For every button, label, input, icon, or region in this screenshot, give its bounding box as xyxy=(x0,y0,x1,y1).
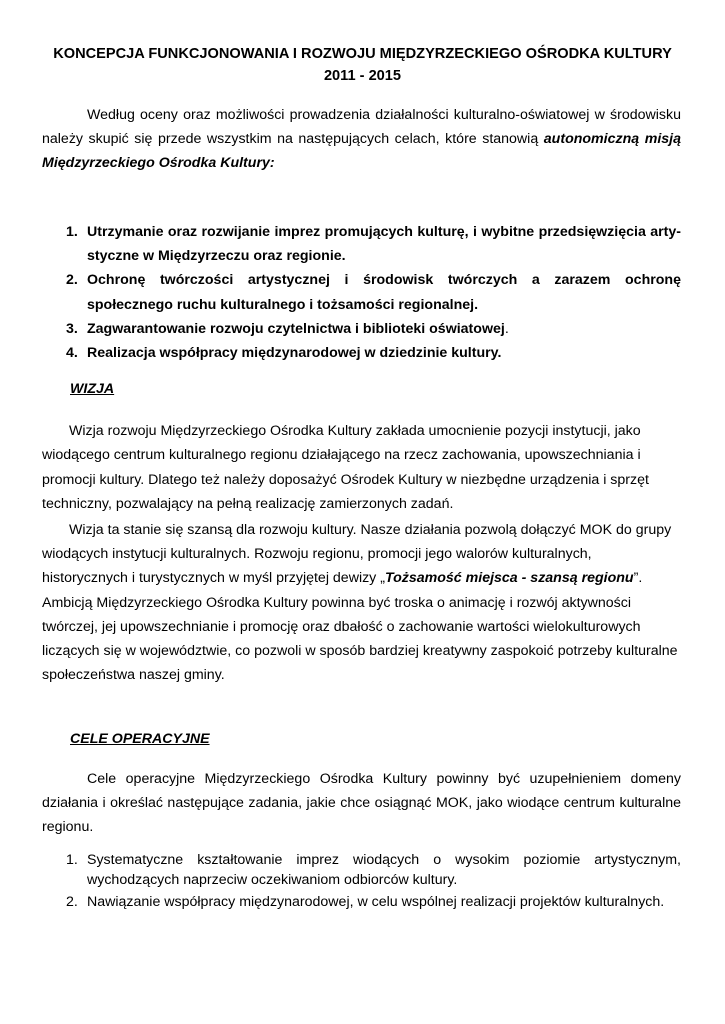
operational-goals-heading: CELE OPERACYJNE xyxy=(70,731,210,747)
list-number: 3. xyxy=(66,320,78,337)
vision-text-continued: ”. Ambicją Międzyrzeckiego Ośrodka Kultury powinna być troska o animację i rozwój aktywności twórczej, jej upowszechnianie i promocję oraz dbałość o zachowanie wartości wielokulturowych liczących się w województwie, co pozwoli w sposób bardziej kreatywny zaspokoić potrzeby kulturalne społeczeństwa naszej gminy. xyxy=(42,570,678,684)
list-number: 2. xyxy=(66,272,78,289)
list-item-text: Zagwarantowanie rozwoju czytelnictwa i biblioteki oświatowej xyxy=(87,320,505,337)
list-item xyxy=(42,850,681,890)
document-title: KONCEPCJA FUNKCJONOWANIA I ROZWOJU MIĘDZYRZECKIEGO OŚRODKA KULTURY xyxy=(53,46,672,62)
list-item xyxy=(42,341,681,365)
list-number: 1. xyxy=(66,224,78,240)
list-number: 4. xyxy=(66,345,78,362)
operational-goals-list xyxy=(42,850,681,914)
list-item xyxy=(42,268,681,316)
list-number: 2. xyxy=(66,894,78,910)
vision-heading: WIZJA xyxy=(70,381,115,397)
intro-text: Według oceny oraz możliwości prowadzenia działalności kulturalno-oświatowej w środowisku należy skupić się przede wszystkim na następujących celach, które stanowią xyxy=(42,107,681,147)
list-item xyxy=(42,317,681,341)
list-item-tail: . xyxy=(504,320,509,337)
list-item xyxy=(42,892,681,912)
vision-text: Wizja ta stanie się szansą dla rozwoju kultury. Nasze działania pozwolą dołączyć MOK do grupy wiodących instytucji kulturalnych. Rozwoju regionu, promocji jego walorów kulturalnych, historycznych i turystycznych w myśl przyjętej dewizy „ xyxy=(42,522,672,587)
list-item-text: Systematyczne kształtowanie imprez wiodących o wysokim poziomie artystycznym, wychodzących naprzeciw oczekiwaniom odbiorców kultury. xyxy=(87,852,681,888)
motto-emphasis: Tożsamość miejsca - szansą regionu xyxy=(384,570,634,587)
vision-paragraph-1: Wizja rozwoju Międzyrzeckiego Ośrodka Kultury zakłada umocnienie pozycji instytucji, jako wiodącego centrum kulturalnego regionu działającego na rzecz zachowania, upowszechniania i promocji kultury. Dlatego też należy doposażyć Ośrodek Kultury w niezbędne urządzenia i sprzęt techniczny, pozwalający na pełną realizację zamierzonych zadań. xyxy=(42,423,649,513)
list-item-text: Nawiązanie współpracy międzynarodowej, w celu wspólnej realizacji projektów kulturalnych. xyxy=(87,894,665,910)
operational-intro-paragraph: Cele operacyjne Międzyrzeckiego Ośrodka Kultury powinny być uzupełnieniem domeny działania i określać następujące zadania, jakie chce osiągnąć MOK, jako wiodące centrum kulturalne regionu. xyxy=(42,771,681,835)
list-item-text: Realizacja współpracy międzynarodowej w dziedzinie kultury. xyxy=(87,345,502,362)
document-years: 2011 - 2015 xyxy=(323,68,402,84)
vision-paragraph-2 xyxy=(42,518,681,687)
list-number: 1. xyxy=(66,852,78,868)
mission-goals-list xyxy=(42,220,681,365)
list-item xyxy=(42,220,681,268)
list-item-text: Ochronę twórczości artystycznej i środowisk twórczych a zarazem ochronę społecznego ruchu kulturalnego i tożsamości regionalnej. xyxy=(87,272,681,313)
list-item-text: Utrzymanie oraz rozwijanie imprez promujących kulturę, i wybitne przedsięwzięcia arty-styczne w Międzyrzeczu oraz regionie. xyxy=(87,224,681,265)
intro-paragraph xyxy=(42,103,681,175)
mission-emphasis: autonomiczną misją Międzyrzeckiego Ośrodka Kultury: xyxy=(42,131,681,171)
